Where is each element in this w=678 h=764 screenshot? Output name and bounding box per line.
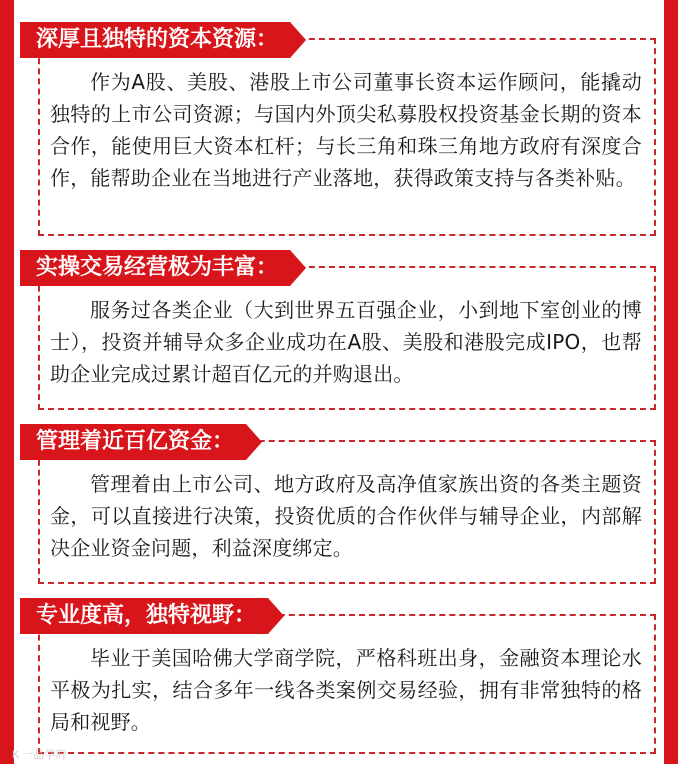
section-professional-vision xyxy=(20,598,656,754)
section-title: 实操交易经营极为丰富： xyxy=(20,250,290,286)
section-title: 深厚且独特的资本资源： xyxy=(20,22,290,58)
section-trading-experience xyxy=(20,250,656,410)
watermark: K 一品学府 xyxy=(12,749,67,761)
section-capital-resources xyxy=(20,22,656,236)
right-red-border xyxy=(664,0,678,764)
left-red-border xyxy=(0,0,14,764)
section-title: 管理着近百亿资金： xyxy=(20,424,246,460)
section-title: 专业度高，独特视野： xyxy=(20,598,268,634)
section-body: 服务过各类企业（大到世界五百强企业，小到地下室创业的博士），投资并辅导众多企业成功在A股、美股和港股完成IPO，也帮助企业完成过累计超百亿元的并购退出。 xyxy=(50,298,642,386)
section-body: 管理着由上市公司、地方政府及高净值家族出资的各类主题资金，可以直接进行决策，投资优质的合作伙伴与辅导企业，内部解决企业资金问题，利益深度绑定。 xyxy=(50,472,642,560)
section-fund-management xyxy=(20,424,656,584)
section-body: 毕业于美国哈佛大学商学院，严格科班出身，金融资本理论水平极为扎实，结合多年一线各类案例交易经验，拥有非常独特的格局和视野。 xyxy=(50,646,642,734)
section-body: 作为A股、美股、港股上市公司董事长资本运作顾问，能撬动独特的上市公司资源；与国内外顶尖私募股权投资基金长期的资本合作，能使用巨大资本杠杆；与长三角和珠三角地方政府有深度合作，能帮助企业在当地进行产业落地，获得政策支持与各类补贴。 xyxy=(50,70,642,190)
